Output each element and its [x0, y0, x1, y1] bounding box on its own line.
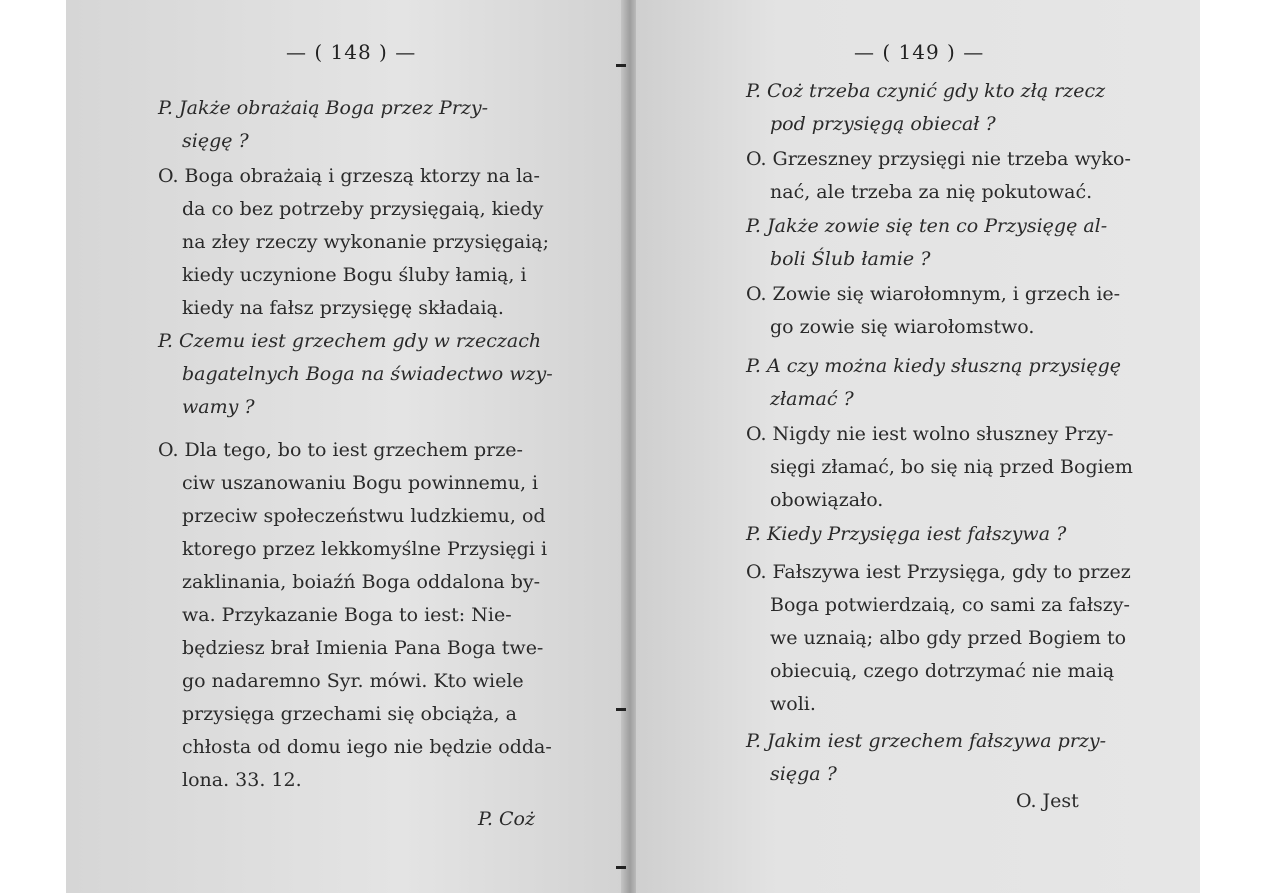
answer-paragraph: [158, 160, 549, 325]
text-line: będziesz brał Imienia Pana Boga twe-: [182, 637, 544, 659]
answer-paragraph: [158, 434, 552, 797]
text-line: kiedy uczynione Bogu śluby łamią, i: [182, 264, 527, 286]
question-paragraph: [746, 518, 1066, 551]
text-line: O. Fałszywa iest Przysięga, gdy to przez: [746, 561, 1131, 583]
text-line: P. Jakże zowie się ten co Przysięgę al-: [746, 215, 1108, 237]
question-paragraph: [746, 350, 1121, 416]
text-line: zaklinania, boiaźń Boga oddalona by-: [182, 571, 541, 593]
text-line: boli Ślub łamie ?: [770, 248, 931, 270]
text-line: O. Nigdy nie iest wolno słuszney Przy-: [746, 423, 1114, 445]
catchword-left: P. Coż: [478, 808, 535, 830]
right-page: [636, 0, 1200, 893]
text-line: O. Boga obrażaią i grzeszą ktorzy na la-: [158, 165, 540, 187]
text-line: sięgi złamać, bo się nią przed Bogiem: [770, 456, 1133, 478]
text-line: go zowie się wiarołomstwo.: [770, 316, 1035, 338]
gutter-mark: [616, 708, 626, 711]
text-line: O. Dla tego, bo to iest grzechem prze-: [158, 439, 523, 461]
text-line: przysięga grzechami się obciąża, a: [182, 703, 517, 725]
text-line: P. Jakim iest grzechem fałszywa przy-: [746, 730, 1107, 752]
text-line: złamać ?: [770, 388, 854, 410]
left-page: [66, 0, 626, 893]
gutter-mark: [616, 866, 626, 869]
text-line: da co bez potrzeby przysięgaią, kiedy: [182, 198, 544, 220]
question-paragraph: [158, 325, 553, 424]
question-paragraph: [746, 725, 1106, 791]
page-number-header-right: — ( 149 ) —: [854, 40, 985, 64]
text-line: chłosta od domu iego nie będzie odda-: [182, 736, 552, 758]
text-line: bagatelnych Boga na świadectwo wzy-: [182, 363, 553, 385]
text-line: wa. Przykazanie Boga to iest: Nie-: [182, 604, 512, 626]
answer-paragraph: [746, 556, 1131, 721]
text-line: przeciw społeczeństwu ludzkiemu, od: [182, 505, 546, 527]
text-line: P. A czy można kiedy słuszną przysięgę: [746, 355, 1122, 377]
text-line: na złey rzeczy wykonanie przysięgaią;: [182, 231, 550, 253]
text-line: ktorego przez lekkomyślne Przysięgi i: [182, 538, 548, 560]
question-paragraph: [746, 75, 1105, 141]
text-line: P. Kiedy Przysięga iest fałszywa ?: [746, 523, 1067, 545]
text-line: O. Zowie się wiarołomnym, i grzech ie-: [746, 283, 1121, 305]
book-spread: [66, 0, 1200, 893]
answer-paragraph: [746, 143, 1131, 209]
gutter-mark: [616, 64, 626, 67]
text-line: go nadaremno Syr. mówi. Kto wiele: [182, 670, 524, 692]
text-line: lona. 33. 12.: [182, 769, 302, 791]
page-number-header-left: — ( 148 ) —: [286, 40, 417, 64]
text-line: O. Grzeszney przysięgi nie trzeba wyko-: [746, 148, 1131, 170]
answer-paragraph: [746, 418, 1133, 517]
answer-paragraph: [746, 278, 1120, 344]
text-line: wamy ?: [182, 396, 255, 418]
text-line: kiedy na fałsz przysięgę składaią.: [182, 297, 504, 319]
text-line: ciw uszanowaniu Bogu powinnemu, i: [182, 472, 539, 494]
text-line: sięga ?: [770, 763, 837, 785]
text-line: P. Czemu iest grzechem gdy w rzeczach: [158, 330, 542, 352]
text-line: P. Jakże obrażaią Boga przez Przy-: [158, 97, 489, 119]
text-line: pod przysięgą obiecał ?: [770, 113, 996, 135]
text-line: nać, ale trzeba za nię pokutować.: [770, 181, 1093, 203]
text-line: P. Coż trzeba czynić gdy kto złą rzecz: [746, 80, 1106, 102]
text-line: obiecuią, czego dotrzymać nie maią: [770, 660, 1115, 682]
question-paragraph: [746, 210, 1107, 276]
question-paragraph: [158, 92, 488, 158]
text-line: woli.: [770, 693, 816, 715]
text-line: we uznaią; albo gdy przed Bogiem to: [770, 627, 1127, 649]
text-line: Boga potwierdzaią, co sami za fałszy-: [770, 594, 1130, 616]
catchword-right: O. Jest: [1016, 790, 1079, 812]
text-line: obowiązało.: [770, 489, 884, 511]
text-line: sięgę ?: [182, 130, 249, 152]
